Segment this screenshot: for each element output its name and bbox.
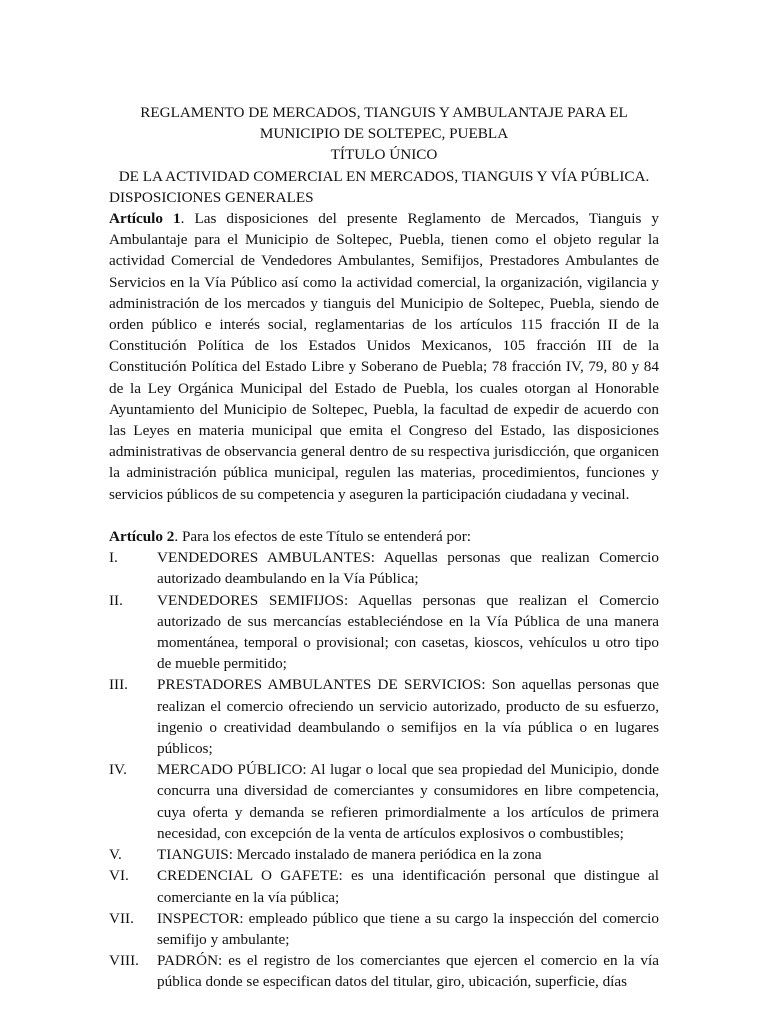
article-2-label: Artículo 2 xyxy=(109,528,175,546)
article-1-text: . Las disposiciones del presente Reglamento de Mercados, Tianguis y Ambulantaje para el Municipio de Soltepec, Puebla, tienen como el objeto regular la actividad Comercial de Vendedores Ambulantes, Semifijos, Prestadores Ambulantes de Servicios en la Vía Público así como la actividad comercial, la organización, vigilancia y administración de los mercados y tianguis del Municipio de Soltepec, Puebla, siendo de orden público e interés social, reglamentarias de los artículos 115 fracción II de la Constitución Política de los Estados Unidos Mexicanos, 105 fracción III de la Constitución Política del Estado Libre y Soberano de Puebla; 78 fracción IV, 79, 80 y 84 de la Ley Orgánica Municipal del Estado de Puebla, los cuales otorgan al Honorable Ayuntamiento del Municipio de Soltepec, Puebla, la facultad de expedir de acuerdo con las Leyes en materia municipal que emita el Congreso del Estado, las disposiciones administrativas de observancia general dentro de su respectiva jurisdicción, que organicen la administración pública municipal, regulen las materias, procedimientos, funciones y servicios públicos de su competencia y aseguren la participación ciudadana y vecinal. xyxy=(109,210,659,503)
definition-number: IV. xyxy=(109,761,127,779)
definition-item xyxy=(109,674,659,759)
document-body xyxy=(109,102,659,993)
definition-text: VENDEDORES SEMIFIJOS: Aquellas personas que realizan el Comercio autorizado de sus mercancías estableciéndose en la Vía Pública de una manera momentánea, temporal o provisional; con casetas, kioscos, vehículos u otro tipo de mueble permitido; xyxy=(157,591,659,673)
definition-text: VENDEDORES AMBULANTES: Aquellas personas que realizan Comercio autorizado deambulando en la Vía Pública; xyxy=(157,549,659,588)
article-2-text: . Para los efectos de este Título se entenderá por: xyxy=(174,528,472,546)
definition-item xyxy=(109,590,659,675)
definition-item xyxy=(109,844,659,865)
definition-item xyxy=(109,950,659,992)
definition-number: V. xyxy=(109,846,122,864)
definition-item xyxy=(109,865,659,907)
definition-number: III. xyxy=(109,676,128,694)
definition-number: II. xyxy=(109,591,123,609)
definition-item xyxy=(109,759,659,844)
title-line-1: REGLAMENTO DE MERCADOS, TIANGUIS Y AMBULANTAJE PARA EL xyxy=(140,104,628,121)
definition-item xyxy=(109,908,659,950)
definition-number: VII. xyxy=(109,909,134,927)
definition-text: MERCADO PÚBLICO: Al lugar o local que sea propiedad del Municipio, donde concurra una diversidad de comerciantes y consumidores en libre competencia, cuya oferta y demanda se refieren primordialmente a los artículos de primera necesidad, con excepción de la venta de artículos explosivos o combustibles; xyxy=(157,761,659,842)
definition-number: I. xyxy=(109,549,118,567)
definition-text: INSPECTOR: empleado público que tiene a su cargo la inspección del comercio semifijo y ambulante; xyxy=(157,909,659,948)
title-unico: TÍTULO ÚNICO xyxy=(330,146,438,164)
paragraph-spacer xyxy=(109,505,659,526)
article-1-label: Artículo 1 xyxy=(109,210,181,228)
definition-number: VIII. xyxy=(109,952,139,970)
definition-number: VI. xyxy=(109,867,129,885)
definition-list xyxy=(109,547,659,992)
definition-text: CREDENCIAL O GAFETE: es una identificación personal que distingue al comerciante en la vía pública; xyxy=(157,867,659,906)
definition-text: TIANGUIS: Mercado instalado de manera periódica en la zona xyxy=(157,846,542,864)
title-line-2: MUNICIPIO DE SOLTEPEC, PUEBLA xyxy=(259,125,509,143)
definition-item xyxy=(109,547,659,589)
article-2 xyxy=(109,526,659,547)
definition-text: PADRÓN: es el registro de los comerciantes que ejercen el comercio en la vía pública donde se especifican datos del titular, giro, ubicación, superficie, días xyxy=(157,952,659,991)
section-heading: DISPOSICIONES GENERALES xyxy=(109,188,314,206)
article-1 xyxy=(109,208,659,505)
definition-text: PRESTADORES AMBULANTES DE SERVICIOS: Son aquellas personas que realizan el comercio ofreciendo un servicio autorizado, producto de su esfuerzo, ingenio o creatividad deambulando o semifijos en la vía pública o en lugares públicos; xyxy=(157,676,659,758)
subtitle: DE LA ACTIVIDAD COMERCIAL EN MERCADOS, TIANGUIS Y VÍA PÚBLICA. xyxy=(118,167,650,185)
